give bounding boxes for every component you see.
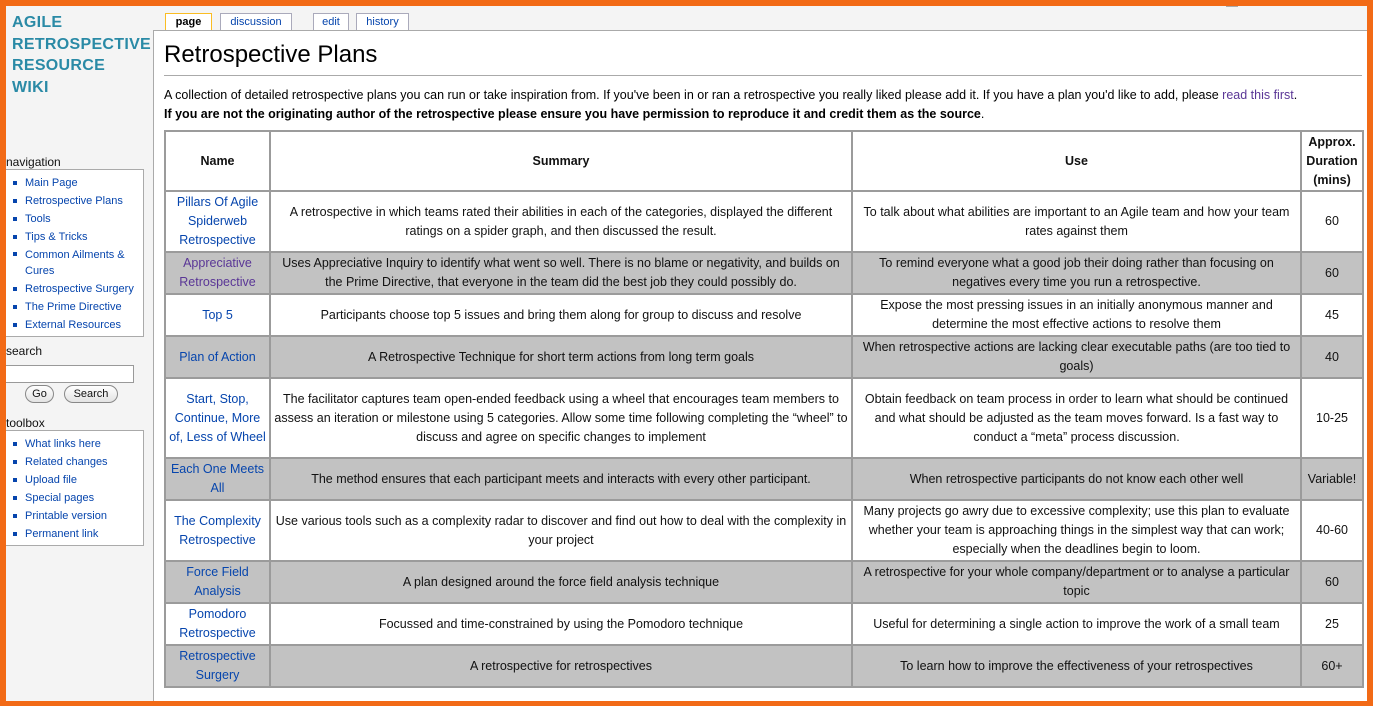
table-row: [165, 336, 1363, 378]
header-summary: Summary: [270, 131, 852, 191]
navigation-title: navigation: [6, 155, 61, 169]
plan-name-link[interactable]: Top 5: [165, 294, 270, 336]
plan-name-link[interactable]: Pomodoro Retrospective: [165, 603, 270, 645]
plan-duration: 60: [1301, 252, 1363, 294]
plan-name-link[interactable]: Each One Meets All: [165, 458, 270, 500]
plan-summary: The facilitator captures team open-ended feedback using a wheel that encourages team members to assess an iteration or milestone using 5 categories. Allow some time following completing the “wheel” to discuss and agree on specific changes to implement: [270, 378, 852, 458]
plan-use: When retrospective participants do not know each other well: [852, 458, 1301, 500]
plan-summary: A plan designed around the force field analysis technique: [270, 561, 852, 603]
toolbox-what-links-here[interactable]: What links here: [13, 435, 143, 453]
plan-use: Expose the most pressing issues in an initially anonymous manner and determine the most effective actions to resolve them: [852, 294, 1301, 336]
intro-paragraph: [164, 86, 1297, 124]
plan-name-link[interactable]: The Complexity Retrospective: [165, 500, 270, 561]
plan-summary: A Retrospective Technique for short term actions from long term goals: [270, 336, 852, 378]
page-title: Retrospective Plans: [164, 41, 378, 68]
nav-item-retrospective-plans[interactable]: Retrospective Plans: [13, 192, 143, 210]
header-use: Use: [852, 131, 1301, 191]
plan-duration: 60: [1301, 191, 1363, 252]
nav-item-prime-directive[interactable]: The Prime Directive: [13, 298, 143, 316]
table-row: [165, 252, 1363, 294]
site-logo[interactable]: [12, 12, 152, 98]
nav-item-retrospective-surgery[interactable]: Retrospective Surgery: [13, 280, 143, 298]
search-input[interactable]: [4, 365, 134, 383]
powered-by-mark: [40, 656, 42, 665]
plan-use: A retrospective for your whole company/department or to analyse a particular topic: [852, 561, 1301, 603]
logo-line: AGILE: [12, 14, 63, 31]
logo-line: RETROSPECTIVE: [12, 35, 152, 53]
toolbox-box: [4, 430, 144, 546]
table-row: [165, 378, 1363, 458]
search-title: search: [6, 344, 43, 358]
plan-use: To learn how to improve the effectiveness of your retrospectives: [852, 645, 1301, 687]
plan-summary: A retrospective for retrospectives: [270, 645, 852, 687]
plan-duration: 45: [1301, 294, 1363, 336]
plan-summary: Participants choose top 5 issues and bring them along for group to discuss and resolve: [270, 294, 852, 336]
plan-duration: 40: [1301, 336, 1363, 378]
table-row: [165, 294, 1363, 336]
nav-item-tools[interactable]: Tools: [13, 210, 143, 228]
plan-use: Many projects go awry due to excessive complexity; use this plan to evaluate whether your team is approaching things in the simplest way that can work; especially when the deadlines begin to loom.: [852, 500, 1301, 561]
plan-use: When retrospective actions are lacking clear executable paths (are too tied to goals): [852, 336, 1301, 378]
header-duration: Approx. Duration (mins): [1301, 131, 1363, 191]
plan-summary: Focussed and time-constrained by using the Pomodoro technique: [270, 603, 852, 645]
tab-page[interactable]: page: [165, 13, 212, 30]
plan-duration: 10-25: [1301, 378, 1363, 458]
nav-item-common-ailments[interactable]: Common Ailments & Cures: [13, 246, 143, 280]
plan-duration: 25: [1301, 603, 1363, 645]
plan-name-link[interactable]: Pillars Of Agile Spiderweb Retrospective: [165, 191, 270, 252]
user-icon[interactable]: [1226, 2, 1238, 7]
plan-use: Obtain feedback on team process in order to learn what should be continued and what should be adjusted as the team moves forward. Is a fast way to conduct a “meta” process discussion.: [852, 378, 1301, 458]
title-divider: [164, 75, 1362, 76]
toolbox-permanent-link[interactable]: Permanent link: [13, 525, 143, 543]
plan-name-link[interactable]: Force Field Analysis: [165, 561, 270, 603]
plan-duration: 60+: [1301, 645, 1363, 687]
plan-name-link[interactable]: Start, Stop, Continue, More of, Less of Wheel: [165, 378, 270, 458]
intro-end: .: [1293, 88, 1298, 102]
table-row: [165, 458, 1363, 500]
plan-use: To remind everyone what a good job their doing rather than focusing on negatives every time you run a retrospective.: [852, 252, 1301, 294]
table-row: [165, 645, 1363, 687]
plan-name-link[interactable]: Plan of Action: [165, 336, 270, 378]
toolbox-special-pages[interactable]: Special pages: [13, 489, 143, 507]
plan-duration: Variable!: [1301, 458, 1363, 500]
logo-line: WIKI: [12, 78, 49, 96]
dot-icon: [1252, 2, 1256, 5]
plan-summary: The method ensures that each participant meets and interacts with every other participant.: [270, 458, 852, 500]
toolbox-printable-version[interactable]: Printable version: [13, 507, 143, 525]
nav-item-tips-tricks[interactable]: Tips & Tricks: [13, 228, 143, 246]
plan-name-link[interactable]: Retrospective Surgery: [165, 645, 270, 687]
plan-summary: Uses Appreciative Inquiry to identify what went so well. There is no blame or negativity, and builds on the Prime Directive, that everyone in the team did the best job they could possibly do.: [270, 252, 852, 294]
plan-use: Useful for determining a single action to improve the work of a small team: [852, 603, 1301, 645]
logo-line: RESOURCE: [12, 57, 106, 74]
search-button[interactable]: Search: [64, 385, 118, 403]
read-this-first-link[interactable]: read this first: [1222, 88, 1294, 102]
navigation-box: [4, 169, 144, 337]
plan-duration: 40-60: [1301, 500, 1363, 561]
tab-history[interactable]: history: [356, 13, 409, 30]
tab-edit[interactable]: edit: [313, 13, 349, 30]
toolbox-title: toolbox: [6, 416, 45, 430]
table-row: [165, 191, 1363, 252]
notice-end: .: [980, 107, 985, 121]
table-row: [165, 603, 1363, 645]
plan-use: To talk about what abilities are important to an Agile team and how your team rates against them: [852, 191, 1301, 252]
tab-discussion[interactable]: discussion: [220, 13, 292, 30]
header-name: Name: [165, 131, 270, 191]
toolbox-upload-file[interactable]: Upload file: [13, 471, 143, 489]
table-row: [165, 500, 1363, 561]
plan-summary: A retrospective in which teams rated their abilities in each of the categories, displayed the different ratings on a spider graph, and then discussed the result.: [270, 191, 852, 252]
nav-item-external-resources[interactable]: External Resources: [13, 316, 143, 334]
plan-name-link[interactable]: Appreciative Retrospective: [165, 252, 270, 294]
table-row: [165, 561, 1363, 603]
toolbox-related-changes[interactable]: Related changes: [13, 453, 143, 471]
permission-notice: If you are not the originating author of the retrospective please ensure you have permission to reproduce it and credit them as the source: [164, 107, 981, 121]
intro-text: A collection of detailed retrospective plans you can run or take inspiration from. If you've been in or ran a retrospective you really liked please add it. If you have a plan you'd like to add, please: [164, 88, 1223, 102]
plan-summary: Use various tools such as a complexity radar to discover and find out how to deal with the complexity in your project: [270, 500, 852, 561]
go-button[interactable]: Go: [25, 385, 54, 403]
nav-item-main-page[interactable]: Main Page: [13, 174, 143, 192]
plan-duration: 60: [1301, 561, 1363, 603]
plans-table: [164, 130, 1364, 688]
